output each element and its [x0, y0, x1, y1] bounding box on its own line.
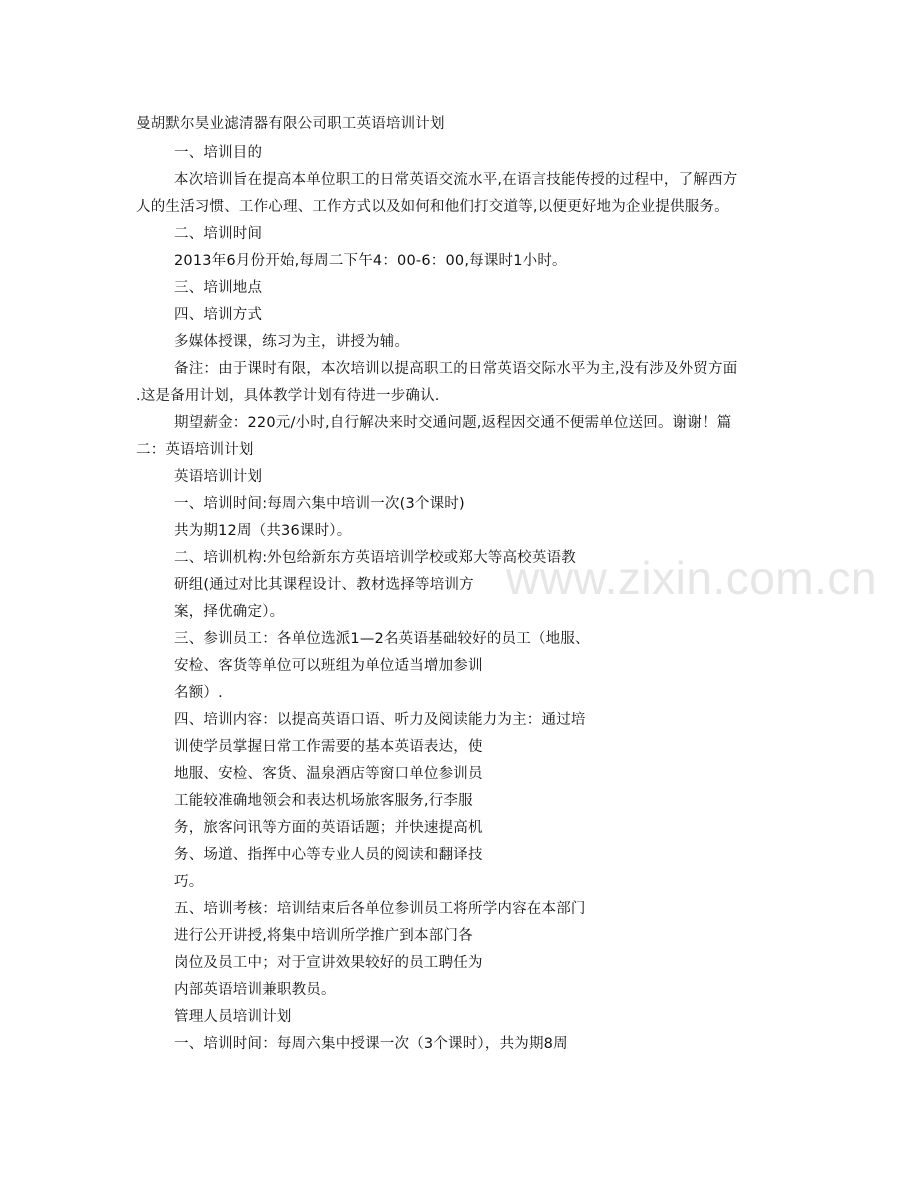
- list-item: 五、培训考核：培训结束后各单位参训员工将所学内容在本部门: [174, 901, 586, 917]
- list-item-continuation: 岗位及员工中；对于宣讲效果较好的员工聘任为: [174, 955, 483, 971]
- list-item-continuation: 名额）.: [174, 685, 223, 701]
- list-item-continuation: 训使学员掌握日常工作需要的基本英语表达，使: [174, 739, 483, 755]
- subtitle-management-plan: 管理人员培训计划: [174, 1009, 292, 1025]
- paragraph-line: 期望薪金：220元/小时,自行解决来时交通问题,返程因交通不便需单位送回。谢谢！篇: [174, 415, 732, 431]
- section-heading-time: 二、培训时间: [174, 226, 263, 242]
- paragraph-line: 2013年6月份开始,每周二下午4：00-6：00,每课时1小时。: [174, 253, 567, 269]
- list-item: 二、培训机构:外包给新东方英语培训学校或郑大等高校英语教: [174, 550, 576, 566]
- paragraph-line: 人的生活习惯、工作心理、工作方式以及如何和他们打交道等,以便更好地为企业提供服务。: [136, 199, 729, 215]
- list-item-continuation: 内部英语培训兼职教员。: [174, 982, 336, 998]
- list-item-continuation: 案，择优确定）。: [174, 604, 285, 620]
- note-line: .这是备用计划，具体教学计划有待进一步确认.: [136, 388, 440, 404]
- note-line: 备注：由于课时有限，本次培训以提高职工的日常英语交际水平为主,没有涉及外贸方面: [174, 361, 738, 377]
- document-title: 曼胡默尔昊业滤清器有限公司职工英语培训计划: [136, 116, 445, 132]
- list-item-continuation: 安检、客货等单位可以班组为单位适当增加参训: [174, 658, 483, 674]
- section-heading-purpose: 一、培训目的: [174, 145, 263, 161]
- list-item-continuation: 共为期12周（共36课时）。: [174, 523, 352, 539]
- list-item: 四、培训内容：以提高英语口语、听力及阅读能力为主：通过培: [174, 712, 586, 728]
- list-item-continuation: 巧。: [174, 874, 204, 890]
- section-heading-location: 三、培训地点: [174, 280, 263, 296]
- list-item: 一、培训时间：每周六集中授课一次（3个课时），共为期8周: [174, 1036, 568, 1052]
- watermark-text: www.zixin.com.cn: [506, 552, 877, 604]
- list-item-continuation: 地服、安检、客货、温泉酒店等窗口单位参训员: [174, 766, 483, 782]
- list-item-continuation: 工能较准确地领会和表达机场旅客服务,行李服: [174, 793, 473, 809]
- list-item-continuation: 务、场道、指挥中心等专业人员的阅读和翻译技: [174, 847, 483, 863]
- subtitle-english-plan: 英语培训计划: [174, 469, 263, 485]
- list-item-continuation: 务，旅客问讯等方面的英语话题；并快速提高机: [174, 820, 483, 836]
- list-item: 一、培训时间:每周六集中培训一次(3个课时): [174, 496, 465, 512]
- list-item: 三、参训员工：各单位选派1—2名英语基础较好的员工（地服、: [174, 631, 590, 647]
- list-item-continuation: 研组(通过对比其课程设计、教材选择等培训方: [174, 577, 474, 593]
- paragraph-line: 多媒体授课，练习为主，讲授为辅。: [174, 334, 410, 350]
- paragraph-line: 本次培训旨在提高本单位职工的日常英语交流水平,在语言技能传授的过程中，了解西方: [174, 172, 738, 188]
- paragraph-line: 二：英语培训计划: [136, 442, 254, 458]
- list-item-continuation: 进行公开讲授,将集中培训所学推广到本部门各: [174, 928, 473, 944]
- section-heading-method: 四、培训方式: [174, 307, 263, 323]
